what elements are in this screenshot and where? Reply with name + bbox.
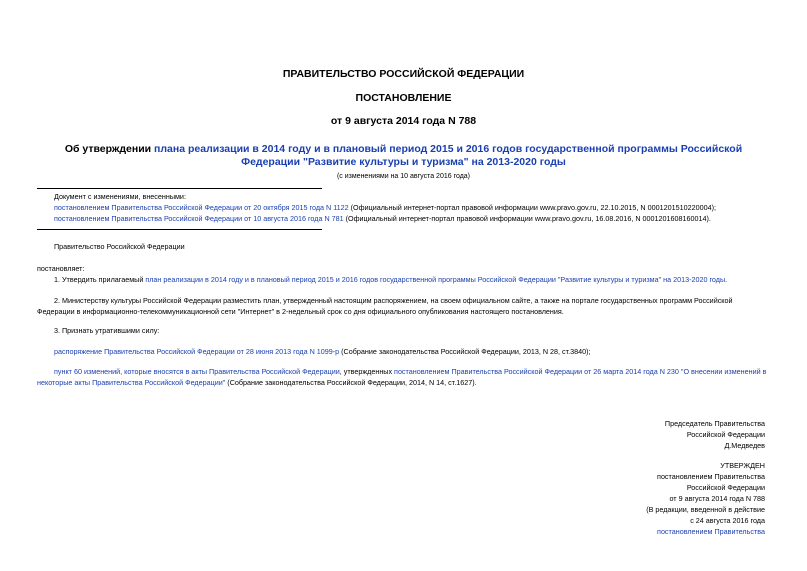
amendments-intro: Документ с изменениями, внесенными:: [54, 192, 186, 201]
approved-title: УТВЕРЖДЕН: [720, 461, 765, 470]
title-plan-link[interactable]: плана реализации в 2014 году и в плановый период 2015 и 2016 годов государственной программы Российской Федерации "Развитие культуры и туризма" на 2013-2020 годы: [154, 143, 743, 168]
document-title: [37, 143, 770, 169]
approved-line-4: (В редакции, введенной в действие: [646, 505, 765, 514]
amendment-text-1: (Официальный интернет-портал правовой информации www.pravo.gov.ru, 22.10.2015, N 0001201510220004);: [348, 203, 716, 212]
amendment-text-2: (Официальный интернет-портал правовой информации www.pravo.gov.ru, 16.08.2016, N 0001201608160014).: [343, 214, 711, 223]
repealed-text-1: (Собрание законодательства Российской Федерации, 2013, N 28, ст.3840);: [339, 347, 591, 356]
approved-line-1: постановлением Правительства: [657, 472, 765, 481]
signature-line-1: Председатель Правительства: [664, 419, 765, 428]
document-type: ПОСТАНОВЛЕНИЕ: [355, 92, 452, 104]
repealed-mid: , утвержденных: [339, 367, 395, 376]
issuer: Правительство Российской Федерации: [54, 242, 185, 251]
approved-block: [646, 460, 765, 537]
repealed-link-2c[interactable]: некоторые акты Правительства Российской Федерации": [37, 378, 226, 387]
approved-line-5: с 24 августа 2016 года: [690, 516, 765, 525]
document-date-number: от 9 августа 2014 года N 788: [330, 115, 477, 127]
approved-link[interactable]: постановлением Правительства: [657, 527, 765, 536]
repealed-item-1: [54, 346, 774, 357]
changes-note: (с изменениями на 10 августа 2016 года): [336, 173, 471, 180]
government-heading: ПРАВИТЕЛЬСТВО РОССИЙСКОЙ ФЕДЕРАЦИИ: [282, 68, 525, 80]
amendment-link-2[interactable]: постановлением Правительства Российской Федерации от 10 августа 2016 года N 781: [54, 214, 344, 223]
approved-line-2: Российской Федерации: [686, 483, 765, 492]
amendment-link-1[interactable]: постановлением Правительства Российской Федерации от 20 октября 2015 года N 1122: [54, 203, 349, 212]
amendment-item-2: [54, 213, 774, 224]
repealed-link-2a[interactable]: пункт 60 изменений, которые вносятся в акты Правительства Российской Федерации: [54, 367, 340, 376]
bottom-divider: [37, 229, 322, 230]
repealed-item-2-line-2: [37, 377, 770, 388]
paragraph-2-line-2: Федерации в информационно-телекоммуникационной сети "Интернет" в 2-недельный срок со дня официального опубликования настоящего постановления.: [37, 307, 564, 316]
p1-suffix: .: [725, 275, 728, 284]
repealed-link-1[interactable]: распоряжение Правительства Российской Федерации от 28 июня 2013 года N 1099-р: [54, 347, 340, 356]
signature-line-2: Российской Федерации: [686, 430, 765, 439]
decides: постановляет:: [37, 264, 85, 273]
amendment-item-1: [54, 202, 774, 213]
repealed-link-2b[interactable]: постановлением Правительства Российской Федерации от 26 марта 2014 года N 230 "О внесении изменений в: [394, 367, 767, 376]
top-divider: [37, 188, 322, 189]
paragraph-1: [54, 274, 774, 285]
paragraph-2-line-1: 2. Министерству культуры Российской Федерации разместить план, утвержденный настоящим распоряжением, на своем официальном сайте, а также на портале государственных программ Российской: [54, 296, 733, 305]
approved-line-3: от 9 августа 2014 года N 788: [669, 494, 765, 503]
p1-plan-link[interactable]: план реализации в 2014 году и в плановый период 2015 и 2016 годов государственной программы Российской Федерации "Развитие культуры и туризма" на 2013-2020 годы: [145, 275, 726, 284]
p1-prefix: 1. Утвердить прилагаемый: [54, 275, 146, 284]
amendments-block: [54, 191, 774, 224]
repealed-item-2-line-1: [54, 366, 774, 377]
title-prefix: Об утверждении: [64, 143, 155, 155]
signature-block: [665, 418, 765, 451]
paragraph-3: 3. Признать утратившими силу:: [54, 326, 160, 335]
signature-name: Д.Медведев: [724, 441, 765, 450]
repealed-text-2: (Собрание законодательства Российской Федерации, 2014, N 14, ст.1627).: [225, 378, 477, 387]
